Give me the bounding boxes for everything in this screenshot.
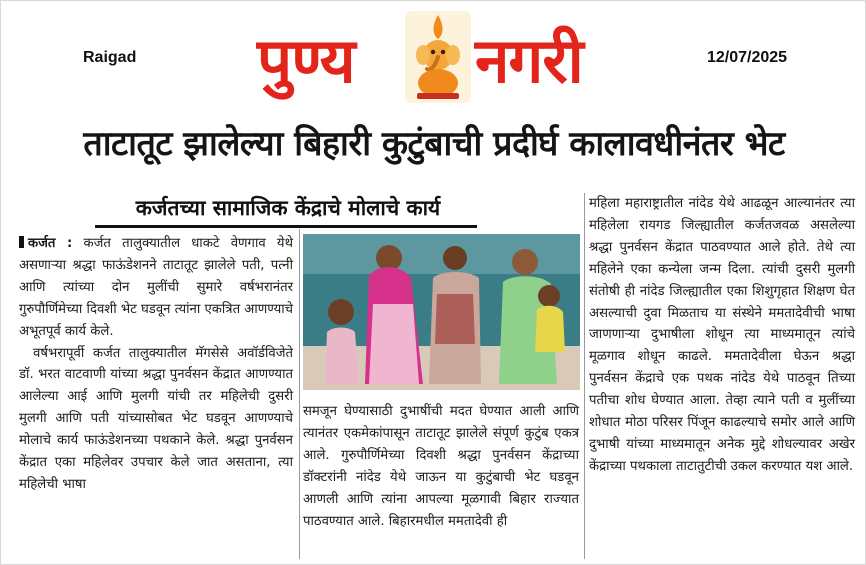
masthead: [257, 7, 671, 111]
subheadline-underline: [95, 225, 477, 228]
dateline-marker: [19, 236, 24, 248]
article-column-2: [303, 401, 579, 532]
subheadline: कर्जतच्या सामाजिक केंद्राचे मोलाचे कार्य: [135, 196, 441, 220]
region-label: Raigad: [83, 49, 137, 66]
column-divider: [299, 229, 300, 559]
paragraph: समजून घेण्यासाठी दुभाषींची मदत घेण्यात आली आणि त्यानंतर एकमेकांपासून ताटातूट झालेले संपूर्ण कुटुंब एकत्र आले. गुरुपौर्णिमेच्या दिवशी श्रद्धा पुनर्वसन केंद्राच्या डॉक्टरांनी नांदेड येथे जाऊन या कुटुंबाची भेट घडवून आणली आणि त्यांना आपल्या मूळगावी बिहार राज्यात पाठवण्यात आले. बिहारमधील ममतादेवी ही: [303, 404, 579, 529]
paragraph: [19, 233, 293, 343]
paragraph-text: कर्जत तालुक्यातील धाकटे वेणगाव येथे असणाऱ्या श्रद्धा फाऊंडेशनने ताटातूट झालेले पती, पत्नी आणि त्यांच्या दोन मुलींची सुमारे वर्षभरानंतर गुरुपौर्णिमेच्या दिवशी भेट घडवून त्यांना एकत्रित आणण्याचे अभूतपूर्व कार्य केले.: [19, 236, 294, 339]
family-photo: [303, 234, 580, 390]
paragraph: महिला महाराष्ट्रातील नांदेड येथे आढळून आल्यानंतर त्या महिलेला रायगड जिल्ह्यातील कर्जतजवळ असलेल्या श्रद्धा पुनर्वसन केंद्रात पाठवण्यात आले होते. तेथे त्या महिलेने एका कन्येला जन्म दिला. त्यांची दुसरी मुलगी संतोषी ही नांदेड जिल्ह्यातील एका शिशुगृहात शिक्षण घेत असल्याची दुवा मिळताच या संस्थेने ममतादेवीची भाषा जाणणाऱ्या दुभाषीला शोधून त्या माध्यमातून त्यांचे मूळगाव शोधून काढले. ममतादेवीला घेऊन श्रद्धा पुनर्वसन केंद्राचे एक पथक नांदेड येथे पाठवून तिच्या पतीचा शोध घेण्यात आला. तेव्हा त्याने पती व मुलींच्या शोधात मोठा परिसर पिंजून काढल्याचे समोर आले आणि दुभाषी यांच्या माध्यमातून अनेक मुद्दे शोधल्यावर अखेर केंद्राच्या पथकाला ताटातुटीची उकल करण्यात यश आले.: [589, 196, 855, 474]
article-column-1: [19, 233, 293, 496]
article-column-3: [589, 193, 855, 478]
masthead-left-word: पुण्य: [257, 24, 355, 97]
headline: ताटातूट झालेल्या बिहारी कुटुंबाची प्रदीर्घ कालावधीनंतर भेट: [83, 124, 785, 164]
publication-date: 12/07/2025: [707, 49, 788, 66]
dateline: कर्जत :: [28, 236, 73, 251]
ganesha-logo-icon: [403, 9, 473, 105]
paragraph: वर्षभरापूर्वी कर्जत तालुक्यातील मॅगसेसे अवॉर्डविजेते डॉ. भरत वाटवाणी यांच्या श्रद्धा पुनर्वसन केंद्रात आणण्यात आलेल्या आई आणि मुलगी यांची तर महिलेची दुसरी मुलगी आणि पती यांच्यासोबत भेट घडवून आणण्याचे मोलाचे कार्य फाऊंडेशनच्या पथकाने केले. श्रद्धा पुनर्वसन केंद्रात एका महिलेवर उपचार केले जात असताना, त्या महिलेची भाषा: [19, 345, 293, 492]
column-divider: [584, 193, 585, 559]
masthead-right-word: नगरी: [475, 24, 583, 97]
